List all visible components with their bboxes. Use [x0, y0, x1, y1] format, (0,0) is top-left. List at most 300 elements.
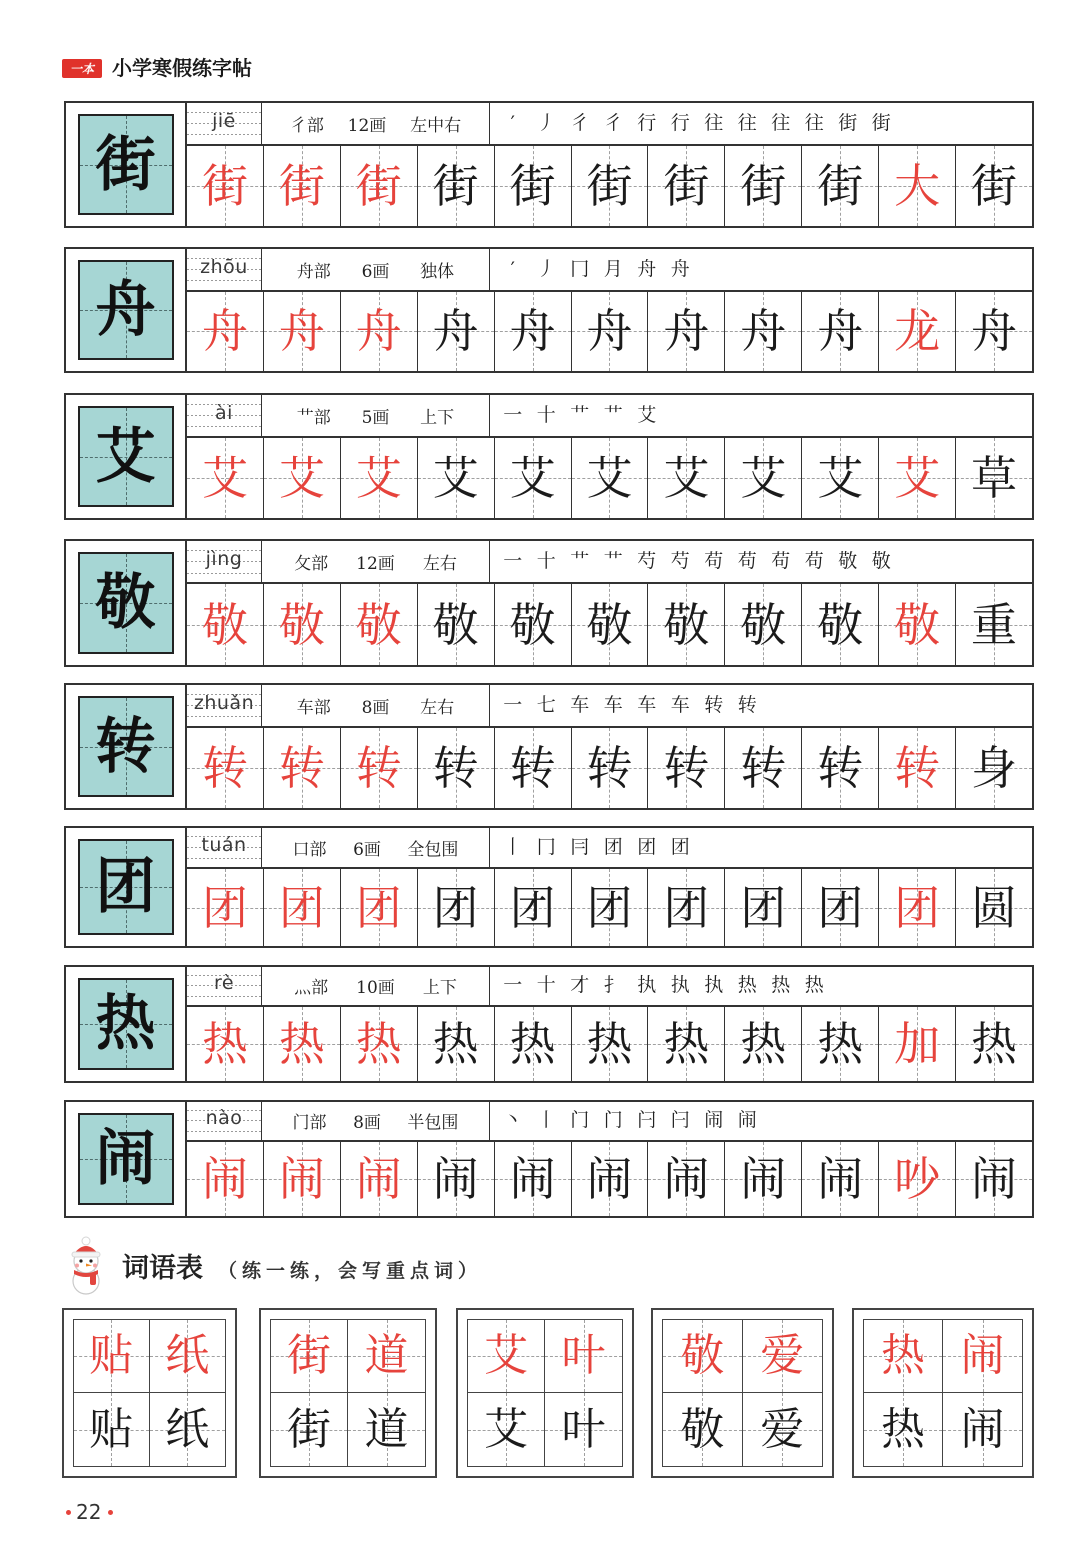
practice-cell [495, 146, 572, 226]
practice-character: 转 [894, 741, 941, 796]
model-character: 热 [95, 989, 156, 1059]
practice-cell [495, 1142, 572, 1216]
model-character-box [78, 1113, 174, 1205]
pinyin-label: rè [213, 972, 235, 995]
practice-cell [341, 869, 418, 946]
vocab-word-box [651, 1308, 834, 1478]
vocab-cell [864, 1320, 943, 1393]
stroke-step: 才 [570, 974, 590, 997]
page-number-dot [108, 1510, 113, 1515]
practice-cell [341, 584, 418, 665]
practice-cell [187, 1142, 264, 1216]
practice-character: 热 [201, 1016, 248, 1071]
vocab-model-character: 道 [364, 1330, 409, 1381]
character-meta [262, 967, 490, 1005]
vocab-cell [663, 1393, 743, 1466]
practice-cell [495, 292, 572, 371]
snowman-icon [60, 1236, 112, 1296]
practice-character: 艾 [663, 451, 710, 506]
page-number: 22 [76, 1500, 102, 1524]
practice-cell [802, 292, 879, 371]
pinyin-cell [187, 1102, 262, 1140]
stroke-step: 艹 [603, 404, 623, 427]
vocab-word-grid [662, 1319, 823, 1467]
practice-character: 街 [432, 159, 479, 214]
practice-character: 艾 [586, 451, 633, 506]
practice-cell [572, 438, 649, 518]
practice-character: 舟 [971, 304, 1018, 359]
stroke-count: 10画 [356, 978, 395, 999]
practice-cell [956, 1142, 1032, 1216]
practice-character: 舟 [817, 304, 864, 359]
practice-character: 热 [740, 1016, 787, 1071]
model-character-box [78, 978, 174, 1070]
practice-cell [341, 1142, 418, 1216]
model-character: 转 [95, 711, 156, 782]
practice-cell [264, 146, 341, 226]
practice-cell [572, 869, 649, 946]
practice-character: 团 [201, 880, 248, 935]
practice-character: 龙 [894, 304, 941, 359]
practice-cell [264, 292, 341, 371]
stroke-step: 丨 [503, 836, 523, 859]
practice-cell [264, 869, 341, 946]
vocab-practice-character: 叶 [561, 1403, 606, 1455]
vocab-cell [150, 1320, 226, 1393]
stroke-count: 5画 [361, 408, 390, 429]
practice-character: 闹 [971, 1151, 1018, 1206]
stroke-step: 苟 [704, 550, 724, 573]
practice-area [187, 828, 1032, 946]
practice-grid [187, 292, 1032, 371]
pinyin-label: nào [205, 1107, 243, 1130]
vocab-practice-character: 街 [287, 1403, 331, 1455]
radical-label: 门部 [292, 1113, 327, 1134]
vocab-cell [663, 1320, 743, 1393]
model-character: 闹 [95, 1124, 156, 1194]
practice-cell [264, 1142, 341, 1216]
stroke-step: 热 [737, 974, 757, 997]
practice-cell [264, 728, 341, 808]
practice-character: 街 [355, 159, 402, 214]
model-character: 舟 [95, 275, 156, 345]
practice-character: 舟 [432, 304, 479, 359]
vocab-word-box [259, 1308, 437, 1478]
practice-cell [495, 869, 572, 946]
vocab-cell [74, 1393, 150, 1466]
practice-character: 转 [740, 741, 787, 796]
stroke-step: 苟 [771, 550, 791, 573]
vocab-cell [74, 1320, 150, 1393]
practice-cell [187, 1007, 264, 1081]
stroke-order [490, 967, 1032, 1005]
practice-cell [725, 146, 802, 226]
vocab-subtitle: （练一练，会写重点词） [218, 1260, 483, 1282]
practice-cell [264, 584, 341, 665]
vocab-practice-character: 爱 [760, 1403, 805, 1455]
practice-character: 闹 [355, 1151, 402, 1206]
practice-character: 敬 [432, 597, 479, 652]
practice-character: 舟 [586, 304, 633, 359]
vocab-practice-character: 道 [364, 1403, 409, 1455]
practice-cell [648, 438, 725, 518]
stroke-step: 一 [503, 404, 523, 427]
practice-character: 转 [663, 741, 710, 796]
practice-cell [572, 728, 649, 808]
vocab-practice-character: 闹 [960, 1403, 1005, 1455]
stroke-step: 艹 [603, 550, 623, 573]
stroke-step: 执 [670, 974, 690, 997]
model-character: 艾 [95, 421, 156, 492]
pinyin-cell [187, 967, 262, 1005]
model-character-column [66, 395, 187, 518]
vocab-cell [271, 1320, 348, 1393]
structure-label: 左中右 [410, 116, 462, 137]
stroke-step: 门 [603, 1109, 623, 1132]
practice-character: 热 [355, 1016, 402, 1071]
practice-character: 转 [278, 741, 325, 796]
radical-label: 车部 [296, 698, 331, 719]
stroke-count: 6画 [361, 261, 390, 282]
practice-character: 街 [201, 159, 248, 214]
practice-grid [187, 1142, 1032, 1216]
practice-character: 吵 [894, 1151, 941, 1206]
practice-cell [956, 869, 1032, 946]
stroke-step: 十 [536, 550, 556, 573]
stroke-step: 丶 [503, 1109, 523, 1132]
practice-cell [802, 728, 879, 808]
practice-character: 艾 [740, 451, 787, 506]
practice-cell [648, 869, 725, 946]
pinyin-label: zhuǎn [193, 692, 255, 715]
page-title: 小学寒假练字帖 [112, 56, 252, 80]
practice-area [187, 1102, 1032, 1216]
practice-character: 艾 [817, 451, 864, 506]
vocab-cell [545, 1393, 622, 1466]
practice-character: 身 [971, 741, 1018, 796]
practice-cell [418, 728, 495, 808]
practice-grid [187, 438, 1032, 518]
stroke-step: 一 [503, 694, 523, 717]
vocab-word-grid [270, 1319, 426, 1467]
character-info-strip [187, 395, 1032, 438]
practice-character: 街 [509, 159, 556, 214]
practice-character: 转 [586, 741, 633, 796]
practice-character: 转 [432, 741, 479, 796]
character-meta [262, 395, 490, 436]
character-meta [262, 1102, 490, 1140]
stroke-step: 艹 [570, 404, 590, 427]
model-character-column [66, 1102, 187, 1216]
stroke-count: 12画 [347, 116, 387, 137]
vocab-cell [864, 1393, 943, 1466]
practice-cell [418, 584, 495, 665]
practice-cell [725, 1142, 802, 1216]
practice-cell [725, 728, 802, 808]
practice-character: 闹 [586, 1151, 633, 1206]
practice-cell [956, 728, 1032, 808]
practice-cell [418, 1007, 495, 1081]
vocab-cell [943, 1320, 1022, 1393]
stroke-step: 艾 [637, 404, 657, 427]
stroke-step: 丿 [536, 112, 556, 135]
vocab-practice-character: 热 [881, 1403, 925, 1455]
practice-character: 闹 [432, 1151, 479, 1206]
practice-cell [187, 146, 264, 226]
practice-character: 转 [201, 741, 248, 796]
vocab-practice-character: 纸 [165, 1403, 210, 1455]
practice-cell [879, 146, 956, 226]
practice-character: 敬 [663, 597, 710, 652]
practice-cell [187, 438, 264, 518]
stroke-step: 七 [536, 694, 556, 717]
vocab-cell [468, 1393, 545, 1466]
practice-cell [725, 438, 802, 518]
pinyin-cell [187, 249, 262, 290]
vocab-model-character: 纸 [165, 1330, 210, 1381]
model-character-column [66, 685, 187, 808]
practice-cell [495, 584, 572, 665]
stroke-step: 一 [503, 550, 523, 573]
structure-label: 左右 [420, 698, 455, 719]
practice-character: 街 [817, 159, 864, 214]
stroke-step: 团 [603, 836, 623, 859]
stroke-order [490, 828, 1032, 867]
practice-cell [341, 1007, 418, 1081]
stroke-step: 团 [670, 836, 690, 859]
practice-character: 敬 [586, 597, 633, 652]
practice-cell [495, 438, 572, 518]
practice-character: 团 [894, 880, 941, 935]
structure-label: 上下 [420, 408, 455, 429]
stroke-step: 车 [670, 694, 690, 717]
practice-cell [418, 146, 495, 226]
practice-character: 闹 [663, 1151, 710, 1206]
stroke-step: 丨 [536, 1109, 556, 1132]
vocab-word-box [456, 1308, 634, 1478]
practice-cell [648, 146, 725, 226]
pinyin-cell [187, 103, 262, 144]
practice-character: 热 [817, 1016, 864, 1071]
character-info-strip [187, 1102, 1032, 1142]
practice-character: 敬 [817, 597, 864, 652]
practice-cell [956, 1007, 1032, 1081]
practice-grid [187, 146, 1032, 226]
vocab-cell [348, 1320, 425, 1393]
practice-cell [802, 869, 879, 946]
practice-character: 敬 [894, 597, 941, 652]
model-character: 团 [95, 852, 156, 922]
stroke-step: 一 [503, 974, 523, 997]
stroke-step: 车 [570, 694, 590, 717]
stroke-step: 门 [570, 1109, 590, 1132]
stroke-step: ′ [510, 257, 515, 280]
practice-cell [648, 728, 725, 808]
stroke-step: 芍 [637, 550, 657, 573]
character-info-strip [187, 103, 1032, 146]
vocab-word-grid [863, 1319, 1023, 1467]
practice-character: 热 [663, 1016, 710, 1071]
vocab-title: 词语表 [122, 1253, 203, 1284]
practice-cell [648, 1007, 725, 1081]
practice-cell [802, 438, 879, 518]
model-character-box [78, 260, 174, 360]
structure-label: 上下 [422, 978, 457, 999]
practice-character: 敬 [740, 597, 787, 652]
structure-label: 独体 [420, 261, 455, 282]
practice-character: 舟 [663, 304, 710, 359]
practice-cell [264, 1007, 341, 1081]
practice-character: 热 [509, 1016, 556, 1071]
practice-character: 团 [432, 880, 479, 935]
practice-cell [879, 728, 956, 808]
practice-character: 团 [817, 880, 864, 935]
model-character-box [78, 114, 174, 215]
vocab-model-character: 街 [287, 1330, 331, 1381]
vocab-cell [545, 1320, 622, 1393]
stroke-step: 街 [838, 112, 858, 135]
practice-character: 闹 [201, 1151, 248, 1206]
radical-label: 口部 [292, 840, 327, 861]
stroke-step: ′ [510, 112, 515, 135]
character-row [64, 965, 1034, 1083]
practice-character: 热 [432, 1016, 479, 1071]
stroke-step: 热 [804, 974, 824, 997]
pinyin-cell [187, 685, 262, 726]
stroke-step: 苟 [804, 550, 824, 573]
practice-character: 重 [971, 597, 1018, 652]
character-row [64, 539, 1034, 667]
practice-character: 敬 [278, 597, 325, 652]
stroke-step: 十 [536, 404, 556, 427]
practice-cell [648, 1142, 725, 1216]
practice-character: 艾 [201, 451, 248, 506]
model-character-column [66, 828, 187, 946]
stroke-step: 十 [536, 974, 556, 997]
practice-cell [725, 869, 802, 946]
practice-character: 草 [971, 451, 1018, 506]
pinyin-cell [187, 395, 262, 436]
character-meta [262, 541, 490, 582]
practice-cell [187, 728, 264, 808]
stroke-step: 敬 [838, 550, 858, 573]
stroke-step: 扌 [603, 974, 623, 997]
vocab-word-box [852, 1308, 1034, 1478]
radical-label: 艹部 [296, 408, 331, 429]
character-row [64, 247, 1034, 373]
structure-label: 全包围 [407, 840, 459, 861]
vocab-cell [468, 1320, 545, 1393]
radical-label: 舟部 [296, 261, 331, 282]
practice-cell [802, 584, 879, 665]
practice-character: 艾 [894, 451, 941, 506]
vocab-word-grid [73, 1319, 226, 1467]
stroke-step: 转 [737, 694, 757, 717]
stroke-order [490, 1102, 1032, 1140]
practice-character: 舟 [509, 304, 556, 359]
practice-cell [495, 728, 572, 808]
practice-cell [956, 584, 1032, 665]
stroke-order [490, 541, 1032, 582]
radical-label: 彳部 [289, 116, 324, 137]
practice-cell [648, 292, 725, 371]
practice-cell [879, 438, 956, 518]
stroke-step: 艹 [570, 550, 590, 573]
practice-cell [879, 869, 956, 946]
vocab-model-character: 爱 [760, 1330, 805, 1381]
stroke-order [490, 685, 1032, 726]
practice-cell [418, 869, 495, 946]
vocab-model-character: 叶 [561, 1330, 606, 1381]
practice-cell [341, 292, 418, 371]
model-character-column [66, 103, 187, 226]
stroke-step: 转 [704, 694, 724, 717]
practice-cell [572, 146, 649, 226]
pinyin-label: jìng [205, 548, 243, 571]
practice-character: 闹 [509, 1151, 556, 1206]
vocab-model-character: 热 [881, 1330, 925, 1381]
stroke-step: 行 [670, 112, 690, 135]
character-meta [262, 828, 490, 867]
practice-character: 转 [355, 741, 402, 796]
practice-character: 热 [586, 1016, 633, 1071]
stroke-order [490, 103, 1032, 144]
stroke-step: 彳 [570, 112, 590, 135]
practice-character: 团 [663, 880, 710, 935]
practice-character: 舟 [201, 304, 248, 359]
pinyin-cell [187, 541, 262, 582]
stroke-step: 执 [637, 974, 657, 997]
practice-cell [572, 584, 649, 665]
pinyin-label: ài [215, 402, 233, 425]
stroke-step: 行 [637, 112, 657, 135]
radical-label: 灬部 [294, 978, 329, 999]
stroke-step: 舟 [670, 257, 690, 280]
character-row [64, 826, 1034, 948]
practice-cell [879, 1007, 956, 1081]
practice-cell [341, 146, 418, 226]
vocab-cell [348, 1393, 425, 1466]
vocab-cell [271, 1393, 348, 1466]
stroke-step: 冂 [536, 836, 556, 859]
pinyin-cell [187, 828, 262, 867]
practice-character: 舟 [278, 304, 325, 359]
practice-cell [418, 438, 495, 518]
model-character: 街 [95, 129, 156, 200]
page-number-dot [66, 1510, 71, 1515]
stroke-step: 往 [737, 112, 757, 135]
practice-cell [956, 292, 1032, 371]
practice-cell [956, 438, 1032, 518]
practice-character: 艾 [432, 451, 479, 506]
model-character-column [66, 967, 187, 1081]
stroke-order [490, 249, 1032, 290]
model-character-box [78, 552, 174, 654]
practice-area [187, 685, 1032, 808]
practice-cell [879, 292, 956, 371]
stroke-step: 丿 [536, 257, 556, 280]
vocab-cell [743, 1393, 823, 1466]
practice-character: 敬 [509, 597, 556, 652]
practice-character: 团 [740, 880, 787, 935]
stroke-step: 往 [771, 112, 791, 135]
practice-character: 闹 [278, 1151, 325, 1206]
practice-character: 团 [509, 880, 556, 935]
stroke-step: 芍 [670, 550, 690, 573]
practice-area [187, 249, 1032, 371]
practice-character: 团 [278, 880, 325, 935]
practice-cell [341, 438, 418, 518]
